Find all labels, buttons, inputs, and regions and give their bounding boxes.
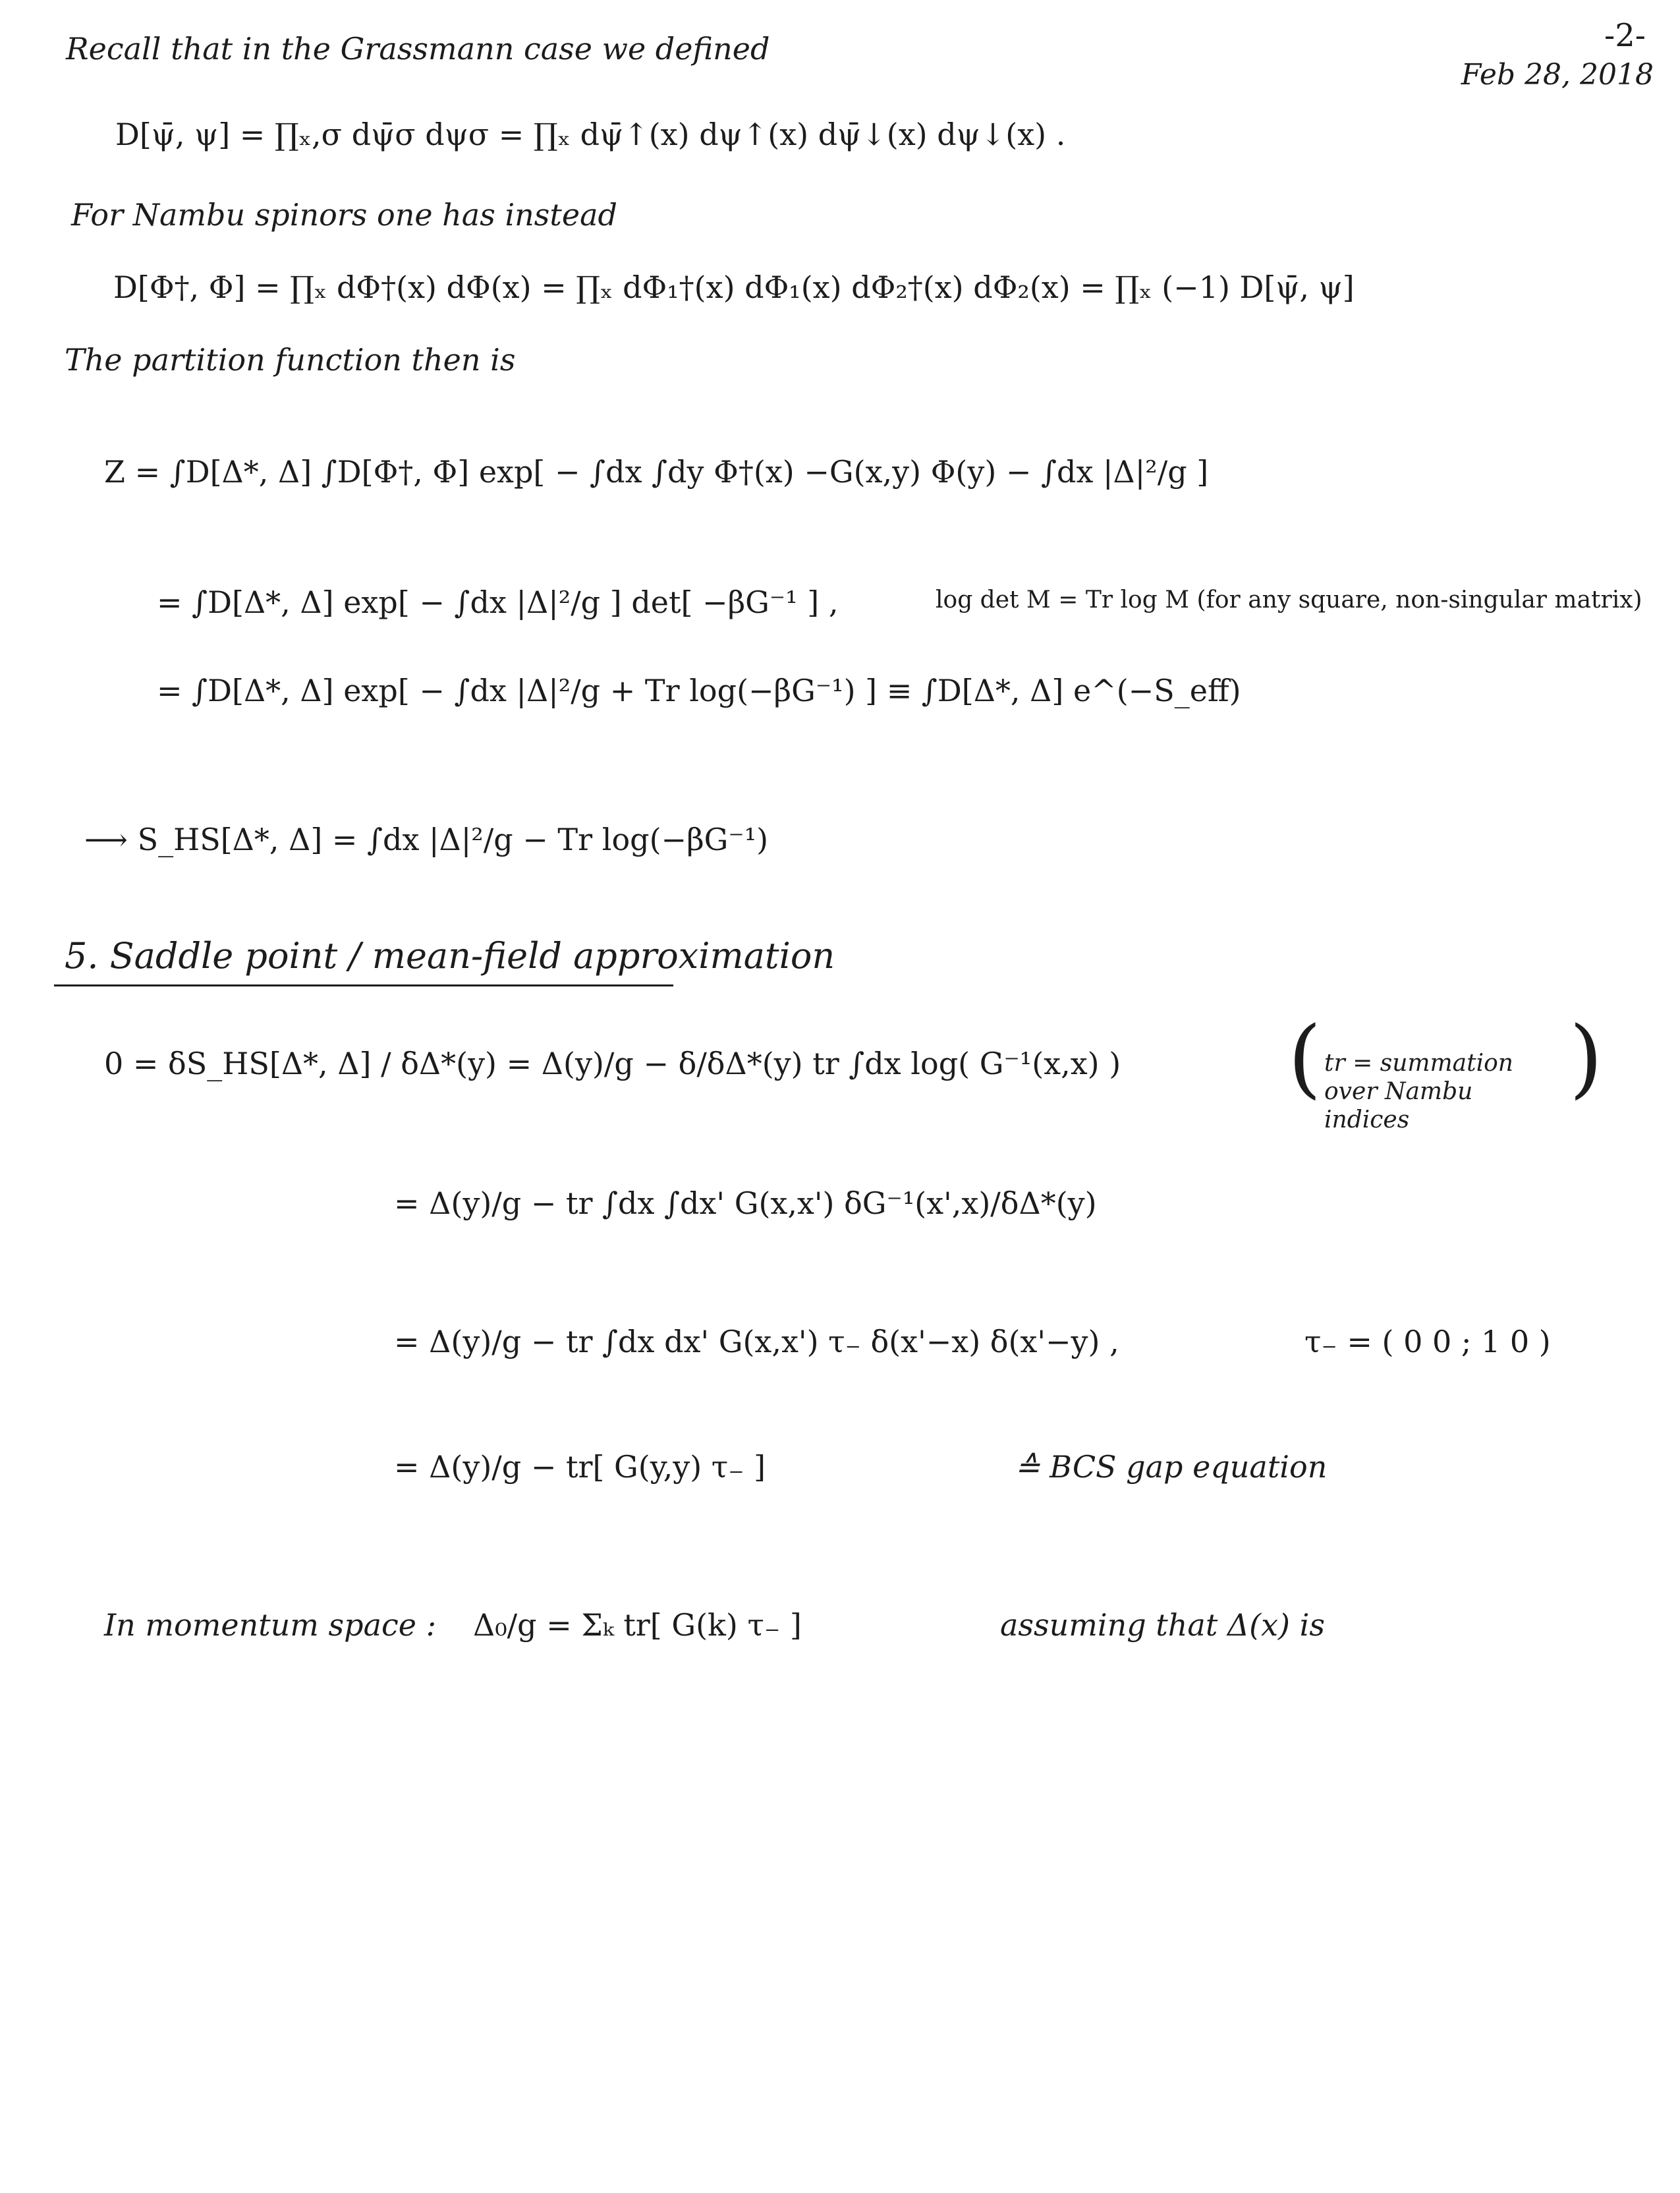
equation-gap-momentum: Δ₀/g = Σₖ tr[ G(k) τ₋ ] bbox=[473, 1607, 802, 1643]
note-assumption: assuming that Δ(x) is bbox=[1000, 1607, 1325, 1643]
line-nambu-intro: For Nambu spinors one has instead bbox=[71, 197, 617, 233]
line-grassmann-measure: D[ψ̄, ψ] = ∏ₓ,σ dψ̄σ dψσ = ∏ₓ dψ̄↑(x) dψ↑(x) dψ̄↓(x) dψ↓(x) . bbox=[115, 117, 1066, 152]
note-log-det-identity: log det M = Tr log M (for any square, non-singular matrix) bbox=[936, 586, 1642, 613]
note-left-paren: ( bbox=[1288, 1008, 1322, 1108]
equation-partition-function: Z = ∫D[Δ*, Δ] ∫D[Φ†, Φ] exp[ − ∫dx ∫dy Φ†(x) −G(x,y) Φ(y) − ∫dx |Δ|²/g ] bbox=[104, 454, 1209, 490]
section-underline bbox=[54, 984, 673, 986]
equation-hs-action: ⟶ S_HS[Δ*, Δ] = ∫dx |Δ|²/g − Tr log(−βG⁻¹) bbox=[84, 822, 769, 857]
line-momentum-space: In momentum space : bbox=[104, 1607, 437, 1643]
equation-partition-step-2: = ∫D[Δ*, Δ] exp[ − ∫dx |Δ|²/g ] det[ −βG⁻¹ ] , bbox=[157, 584, 839, 620]
equation-partition-step-3: = ∫D[Δ*, Δ] exp[ − ∫dx |Δ|²/g + Tr log(−βG⁻¹) ] ≡ ∫D[Δ*, Δ] e^(−S_eff) bbox=[157, 673, 1241, 708]
note-right-paren: ) bbox=[1569, 1008, 1603, 1108]
note-trace-definition: tr = summation over Nambu indices bbox=[1324, 1050, 1513, 1134]
line-recall: Recall that in the Grassmann case we defined bbox=[66, 31, 770, 67]
equation-saddle-point-3: = Δ(y)/g − tr ∫dx dx' G(x,x') τ₋ δ(x'−x) δ(x'−y) , bbox=[394, 1324, 1119, 1359]
page-number: -2- bbox=[1604, 17, 1646, 54]
equation-saddle-point-2: = Δ(y)/g − tr ∫dx ∫dx' G(x,x') δG⁻¹(x',x)/δΔ*(y) bbox=[394, 1185, 1097, 1221]
equation-saddle-point-4: = Δ(y)/g − tr[ G(y,y) τ₋ ] bbox=[394, 1449, 766, 1485]
note-bcs-gap-equation: ≙ BCS gap equation bbox=[1015, 1449, 1328, 1485]
equation-saddle-point-1: 0 = δS_HS[Δ*, Δ] / δΔ*(y) = Δ(y)/g − δ/δΔ*(y) tr ∫dx log( G⁻¹(x,x) ) bbox=[104, 1046, 1121, 1081]
page-date: Feb 28, 2018 bbox=[1461, 58, 1654, 92]
line-nambu-measure: D[Φ†, Φ] = ∏ₓ dΦ†(x) dΦ(x) = ∏ₓ dΦ₁†(x) dΦ₁(x) dΦ₂†(x) dΦ₂(x) = ∏ₓ (−1) D[ψ̄, ψ] bbox=[113, 270, 1355, 305]
line-partition-intro: The partition function then is bbox=[65, 342, 516, 378]
section-heading: 5. Saddle point / mean-field approximation bbox=[65, 935, 835, 977]
tau-minus-definition: τ₋ = ( 0 0 ; 1 0 ) bbox=[1304, 1324, 1551, 1359]
